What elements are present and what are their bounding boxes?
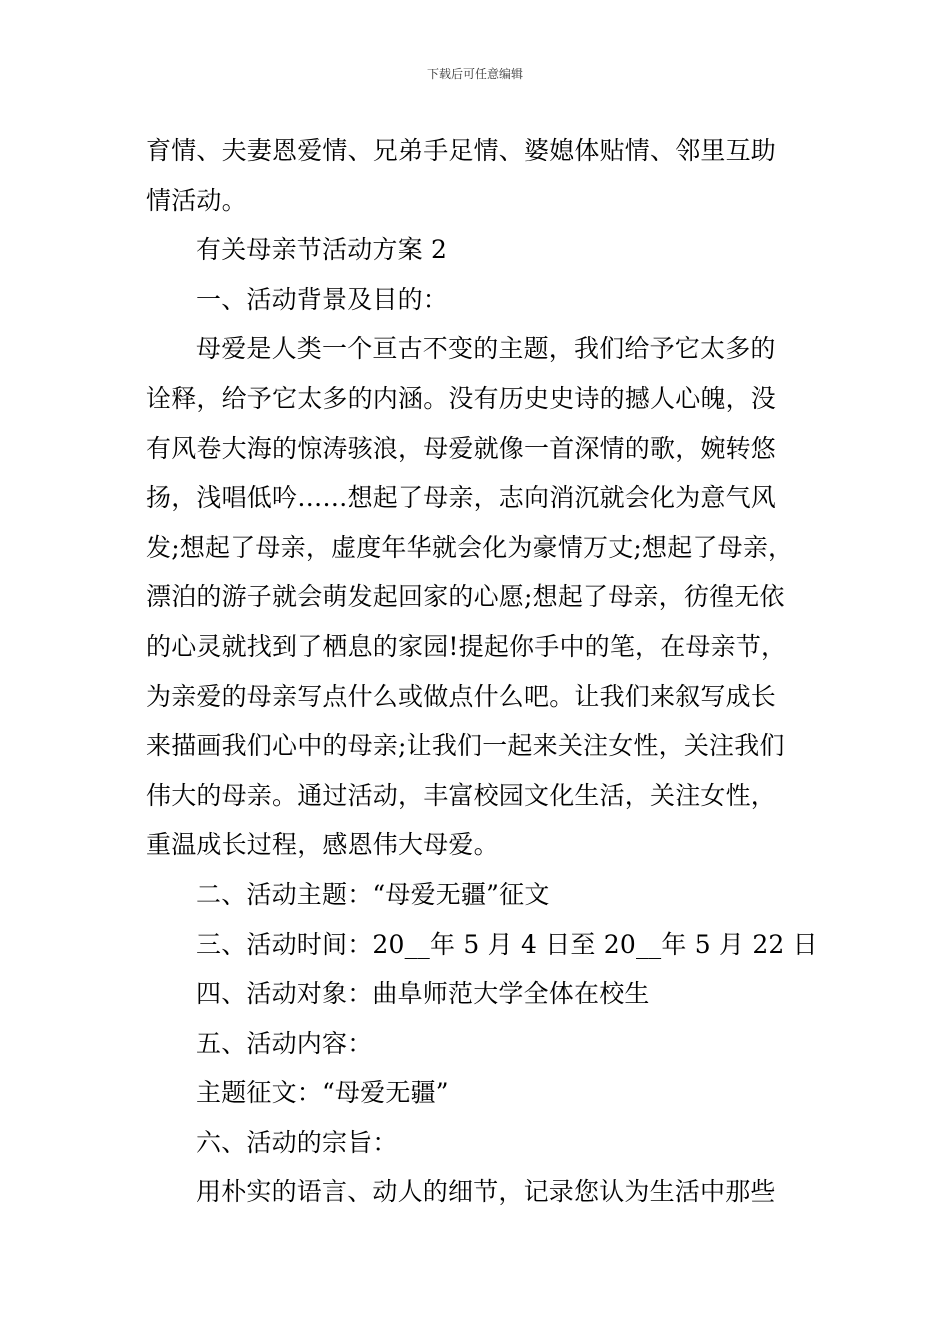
document-body xyxy=(146,126,818,1217)
text-line: 的心灵就找到了栖息的家园!提起你手中的笔，在母亲节， xyxy=(146,631,787,661)
text-line: 主题征文：“母爱无疆” xyxy=(196,1078,449,1108)
text-line: 六、活动的宗旨： xyxy=(196,1127,398,1157)
text-line: 一、活动背景及目的： xyxy=(196,284,449,314)
text-line: 有风卷大海的惊涛骇浪，母爱就像一首深情的歌，婉转悠 xyxy=(146,433,777,463)
text-line: 伟大的母亲。通过活动，丰富校园文化生活，关注女性， xyxy=(146,780,777,810)
text-line: 情活动。 xyxy=(146,185,247,215)
text-line: 发;想起了母亲，虚度年华就会化为豪情万丈;想起了母亲， xyxy=(146,532,794,562)
text-line: 三、活动时间：20__年 5 月 4 日至 20__年 5 月 22 日 xyxy=(196,929,818,959)
text-line: 母爱是人类一个亘古不变的主题，我们给予它太多的 xyxy=(196,334,776,364)
text-line: 重温成长过程，感恩伟大母爱。 xyxy=(146,830,499,860)
text-line: 漂泊的游子就会萌发起回家的心愿;想起了母亲，彷徨无依 xyxy=(146,582,785,612)
text-line: 育情、夫妻恩爱情、兄弟手足情、婆媳体贴情、邻里互助 xyxy=(146,136,777,165)
text-line: 扬，浅唱低吟……想起了母亲，志向消沉就会化为意气风 xyxy=(146,483,777,513)
header-note: 下载后可任意编辑 xyxy=(426,67,523,81)
text-line: 为亲爱的母亲写点什么或做点什么吧。让我们来叙写成长 xyxy=(146,681,777,711)
text-line: 有关母亲节活动方案 2 xyxy=(196,235,448,265)
text-line: 来描画我们心中的母亲;让我们一起来关注女性，关注我们 xyxy=(146,731,785,761)
text-line: 二、活动主题：“母爱无疆”征文 xyxy=(196,879,550,909)
text-line: 诠释，给予它太多的内涵。没有历史史诗的撼人心魄，没 xyxy=(146,383,777,413)
text-line: 五、活动内容： xyxy=(196,1028,373,1058)
text-line: 用朴实的语言、动人的细节，记录您认为生活中那些 xyxy=(196,1177,776,1207)
text-line: 四、活动对象：曲阜师范大学全体在校生 xyxy=(196,979,650,1009)
